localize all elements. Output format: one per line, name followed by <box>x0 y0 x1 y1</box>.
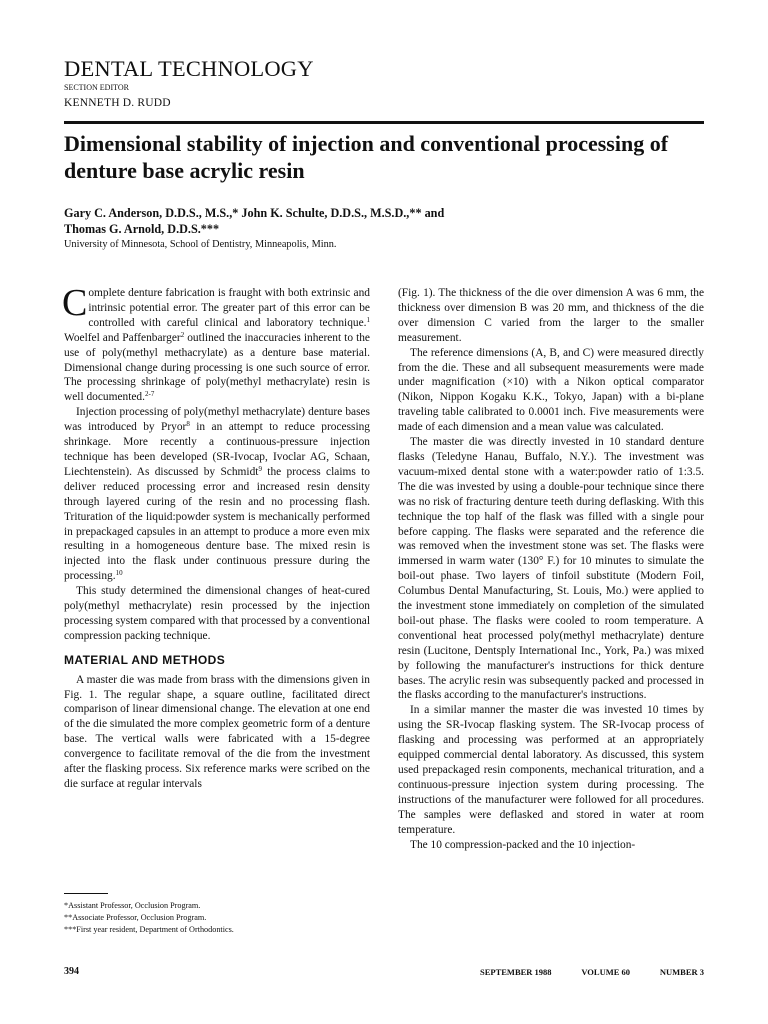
journal-folio <box>480 966 704 978</box>
right-column <box>398 286 704 852</box>
issue-number: NUMBER 3 <box>659 967 704 977</box>
footnote-rule <box>64 893 108 894</box>
ref-citation: 1 <box>366 315 370 324</box>
footnote-2: **Associate Professor, Occlusion Program. <box>64 913 207 922</box>
header-rule <box>64 121 704 124</box>
continued-paragraph: The 10 compression-packed and the 10 injection- <box>410 838 636 851</box>
section-title: DENTAL TECHNOLOGY <box>64 56 314 81</box>
intro-text-c: outlined the inaccuracies inherent to the use of poly(methyl methacrylate) as a denture base material. Dimensional change during processing is one such source of error. The processing shrinkage of poly(methyl methacrylate) resin is well documented. <box>64 331 370 404</box>
injection-paragraph <box>64 405 370 584</box>
injection-text-c: the process claims to deliver reduced processing error and increased resin density through layered curing of the resin and no processing flash. Trituration of the liquid:powder system is mechanically performed in prepackaged capsules in an attempt to produce a more even mix resulting in a homogeneous denture base. The mixed resin is injected into the flask under continuous pressure during the processing. <box>64 465 370 583</box>
section-editor-label: SECTION EDITOR <box>64 83 129 92</box>
issue-date: SEPTEMBER 1988 <box>480 967 552 977</box>
ref-citation: 2-7 <box>144 390 155 399</box>
measurement-paragraph: The reference dimensions (A, B, and C) were measured directly from the die. These and all subsequent measurements were made under magnification (×10) with a Nikon optical comparator (Nikon, Nippon Kogaku K.K., Tokyo, Japan) with a bi-plane traveling table calibrated to 0.0001 inch. Five measurements were made of each dimension and a mean value was calculated. <box>398 346 704 434</box>
page-number: 394 <box>64 966 79 977</box>
methods-heading: MATERIAL AND METHODS <box>64 652 226 667</box>
intro-paragraph <box>62 282 370 405</box>
intro-text-a: omplete denture fabrication is fraught with both extrinsic and intrinsic potential error. The greater part of this error can be controlled with careful clinical and laboratory technique. <box>88 287 370 329</box>
article-affiliation: University of Minnesota, School of Dentistry, Minneapolis, Minn. <box>64 239 337 250</box>
methods-paragraph: A master die was made from brass with the dimensions given in Fig. 1. The regular shape, a square outline, facilitated direct comparison of linear dimensional change. The elevation at one end of the die simulated the more complex geometric form of a denture base. The vertical walls were fabricated with a 15-degree convergence to facilitate removal of the die from the investment after the flasking process. Six reference marks were scribed on the die surface at regular intervals <box>64 673 370 790</box>
dimensions-paragraph: (Fig. 1). The thickness of the die over dimension A was 6 mm, the thickness over dimension B was 20 mm, and thickness of the die over dimension C varied from the larger to the smaller measurement. <box>398 287 704 344</box>
flasking-paragraph: The master die was directly invested in 10 standard denture flasks (Teledyne Hanau, Buffalo, N.Y.). The investment was vacuum-mixed dental stone with a water:powder ratio of 1:3.5. The die was invested by using a double-pour technique since there was no risk of fracturing denture teeth during deflasking. With this technique the top half of the flask was filled with a single pour before capping. The flasks were separated and the reference die was removed when the investment stone was set. The flasks were immersed in warm water (130° F.) for 10 minutes to simulate the boil-out phase. Two layers of tinfoil substitute (Modern Foil, Columbus Dental Manufacturing, St. Louis, Mo.) were applied to the investment stone immediately on completion of the simulated boil-out phase. The flasks were cooled to room temperature. A conventional heat processed poly(methyl methacrylate) denture resin (Lucitone, Dentsply International Inc., York, Pa.) was mixed by following the manufacturer's instructions for thick denture bases. The acrylic resin was subsequently packed and processed in the flasks according to the manufacturer's instructions. <box>398 436 704 702</box>
ref-citation: 10 <box>115 569 123 578</box>
ref-citation: 2 <box>180 330 185 339</box>
article-authors <box>64 206 704 237</box>
left-column <box>62 282 370 792</box>
footnote-1: *Assistant Professor, Occlusion Program. <box>64 901 201 910</box>
drop-cap: C <box>62 282 88 324</box>
article-title: Dimensional stability of injection and conventional processing of denture base acrylic resin <box>64 131 669 183</box>
footnote-3: ***First year resident, Department of Orthodontics. <box>64 925 234 934</box>
volume-number: VOLUME 60 <box>581 967 631 977</box>
ref-citation: 9 <box>258 464 262 473</box>
injection-text-a: Injection processing of poly(methyl methacrylate) denture bases was introduced by Pryor <box>64 406 370 434</box>
footnotes <box>64 900 370 936</box>
injection-text-b: in an attempt to reduce processing shrinkage. More recently a continuous-pressure injection technique has been developed (SR-Ivocap, Ivoclar AG, Schaan, Liechtenstein). As discussed by Schmidt <box>64 421 370 478</box>
ref-citation: 8 <box>186 420 190 429</box>
intro-text-b: Woelfel and Paffenbarger <box>64 331 181 344</box>
authors-line-1: Gary C. Anderson, D.D.S., M.S.,* John K. Schulte, D.D.S., M.S.D.,** and <box>64 206 445 220</box>
ivocap-paragraph: In a similar manner the master die was invested 10 times by using the SR-Ivocap flasking system. The SR-Ivocap process of flasking and processing was performed at an appropriately equipped commercial dental laboratory. As discussed, this system used prepackaged resin components, mechanical trituration, and a continuous-pressure injection system during processing. The instructions of the manufacturer were followed for all procedures. The samples were deflasked and stored in water at room temperature. <box>398 704 704 836</box>
section-editor-name: KENNETH D. RUDD <box>64 97 171 109</box>
study-aim-paragraph: This study determined the dimensional changes of heat-cured poly(methyl methacrylate) resin processed by the injection processing system compared with that processed by a conventional compression packing technique. <box>64 585 370 642</box>
authors-line-2: Thomas G. Arnold, D.D.S.*** <box>64 221 220 236</box>
